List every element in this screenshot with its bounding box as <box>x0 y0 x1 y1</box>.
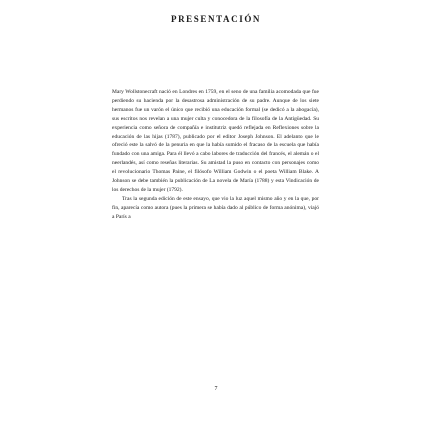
body-text <box>112 88 319 222</box>
page-heading: PRESENTACIÓN <box>170 14 262 24</box>
page-number: 7 <box>214 386 218 392</box>
paragraph: Mary Wollstonecraft nació en Londres en 1759, en el seno de una familia acomodada que fue perdiendo su hacienda por la desastrosa administración de su padre. Aunque de los siete hermanos fue un varón el único que recibió una educación formal (se dedicó a la abogacía), sus escritos nos revelan a una mujer culta y conocedora de la filosofía de la Antigüedad. Su experiencia como señora de compañía e institutriz quedó reflejada en Reflexiones sobre la educación de las hijas (1787), publicado por el editor Joseph Johnson. El adelanto que le ofreció este la salvó de la penuria en que la había sumido el fracaso de la escuela que había fundado con una amiga. Para él llevó a cabo labores de traducción del francés, el alemán o el neerlandés, así como reseñas literarias. Su amistad la puso en contacto con personajes como el revolucionario Thomas Paine, el filósofo William Godwin o el poeta William Blake. A Johnson se debe también la publicación de La novela de María (1788) y esta Vindicación de los derechos de la mujer (1792). <box>112 89 319 193</box>
paragraph: Tras la segunda edición de este ensayo, que vio la luz aquel mismo año y en la que, por fin, aparecía como autora (pues la primera se había dado al público de forma anónima), viajó a París a <box>112 195 319 220</box>
